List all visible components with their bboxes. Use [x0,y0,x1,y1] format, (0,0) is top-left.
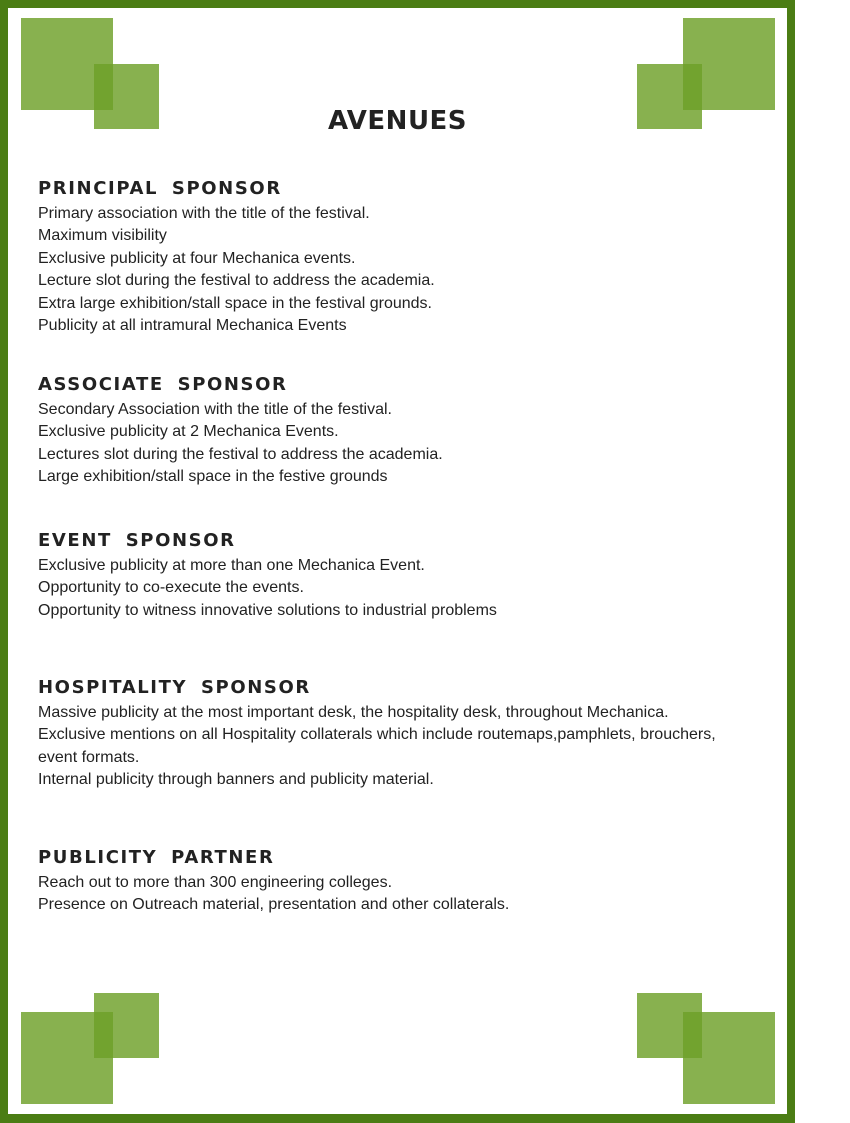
section-line: Presence on Outreach material, presentation and other collaterals. [38,896,510,914]
section-line: Publicity at all intramural Mechanica Events [38,317,347,335]
section-line: Exclusive publicity at more than one Mechanica Event. [38,557,425,574]
section-line: Lectures slot during the festival to address the academia. [38,445,443,463]
section-heading: PRINCIPAL SPONSOR [38,178,282,199]
section-line: Maximum visibility [38,227,167,245]
section-heading: PUBLICITY PARTNER [38,847,275,868]
section-event-sponsor [38,530,778,622]
section-heading: HOSPITALITY SPONSOR [38,677,311,698]
section-associate-sponsor [38,374,778,489]
section-line: Lecture slot during the festival to address the academia. [38,272,435,290]
corner-square-bottom-right-small [637,993,702,1058]
section-heading: ASSOCIATE SPONSOR [38,374,288,395]
section-hospitality-sponsor [38,677,778,792]
section-line: Internal publicity through banners and publicity material. [38,771,434,789]
section-principal-sponsor [38,178,778,337]
page-title: AVENUES [327,106,468,136]
section-line: Opportunity to witness innovative solutions to industrial problems [38,601,497,619]
section-line: Exclusive publicity at 2 Mechanica Events. [38,423,339,441]
section-line: Reach out to more than 300 engineering colleges. [38,874,393,891]
section-line: Opportunity to co-execute the events. [38,579,304,597]
section-line: Secondary Association with the title of the festival. [38,401,392,418]
section-line: Exclusive publicity at four Mechanica events. [38,249,356,267]
section-heading: EVENT SPONSOR [38,530,236,551]
section-publicity-partner [38,847,778,917]
section-line: Primary association with the title of the festival. [38,205,370,222]
section-line: Extra large exhibition/stall space in the festival grounds. [38,294,432,312]
section-line: Exclusive mentions on all Hospitality collaterals which include routemaps,pamphlets, brouchers, event formats. [38,726,716,766]
section-line: Large exhibition/stall space in the festive grounds [38,468,388,486]
corner-square-bottom-left-small [94,993,159,1058]
section-line: Massive publicity at the most important desk, the hospitality desk, throughout Mechanica. [38,704,669,721]
